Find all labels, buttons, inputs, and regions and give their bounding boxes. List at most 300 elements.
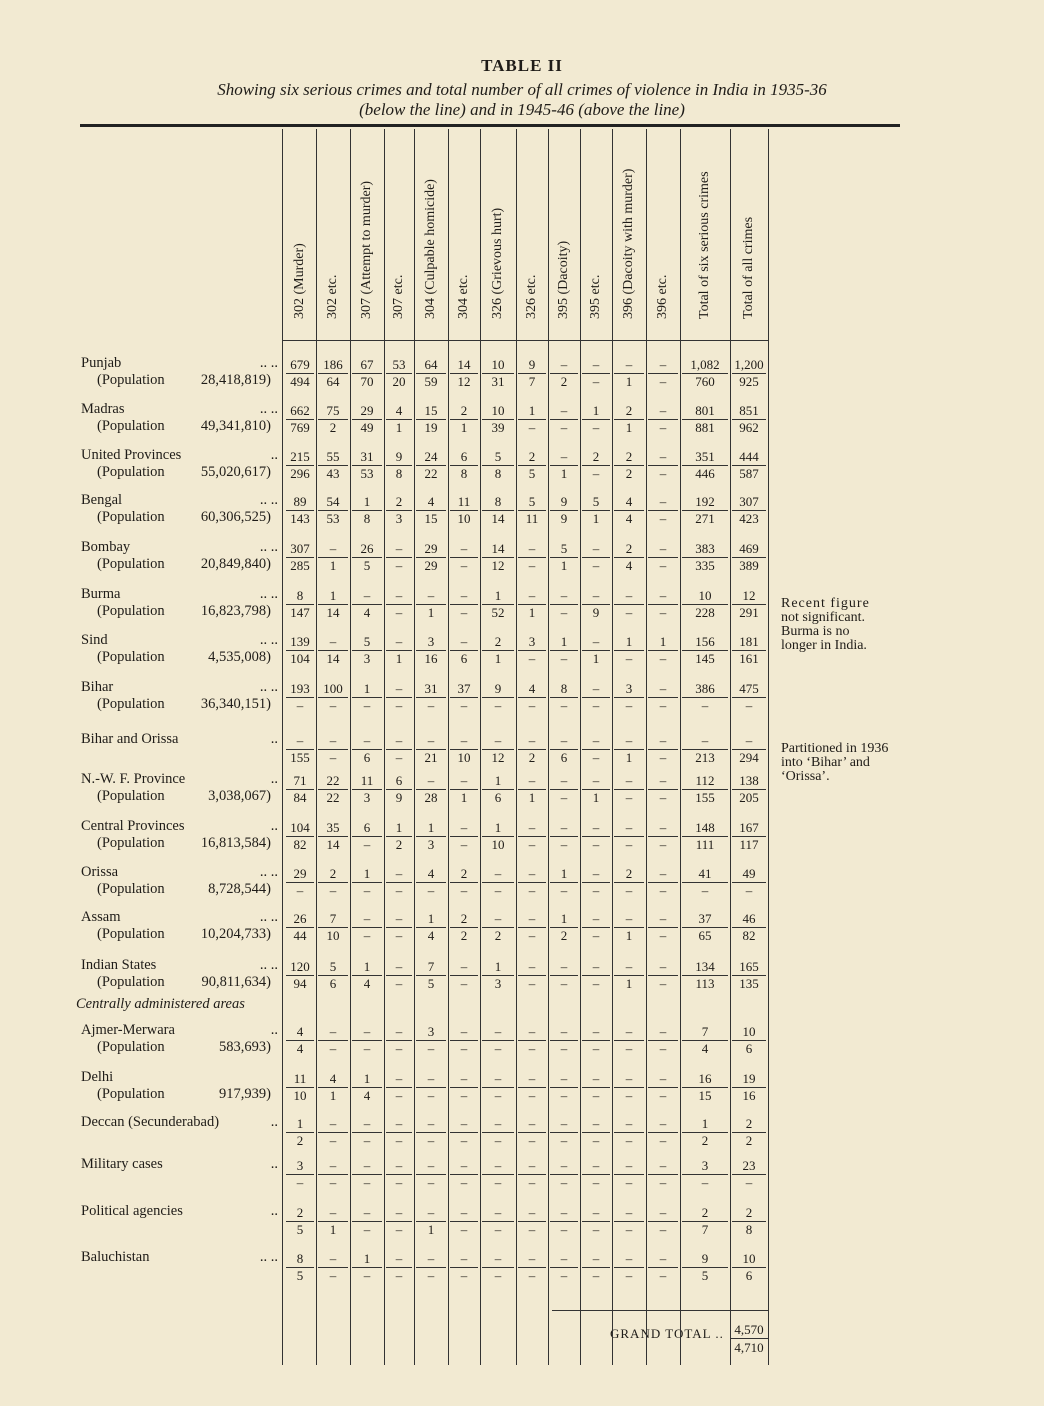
cell-1945-46: –	[518, 866, 546, 883]
cell-1935-36: 1	[460, 420, 468, 435]
cell-1935-36: 494	[290, 374, 310, 389]
cell-1945-46: 679	[286, 357, 314, 374]
cell-1935-36: 20	[392, 374, 406, 389]
cell-1945-46: –	[386, 911, 412, 928]
cell-1945-46: –	[482, 1116, 514, 1133]
cell-1935-36: –	[659, 790, 667, 805]
cell-1945-46: 9	[482, 681, 514, 698]
cell-1945-46: –	[416, 1071, 446, 1088]
cell-1935-36: 2	[296, 1133, 304, 1148]
column-header-label: 302 etc.	[325, 274, 340, 319]
cell-1935-36: 2	[560, 374, 568, 389]
cell-1945-46: 8	[550, 681, 578, 698]
cell-1945-46: 1,200	[732, 357, 766, 374]
cell-1935-36: 15	[424, 511, 438, 526]
cell-1935-36: 5	[701, 1268, 709, 1283]
cell-1945-46: –	[482, 866, 514, 883]
cell-1935-36: –	[592, 1268, 600, 1283]
cell-1935-36: –	[494, 1175, 502, 1190]
cell-1935-36: 2	[528, 750, 536, 765]
row-name: N.-W. F. Province	[81, 771, 186, 787]
cell-1935-36: –	[528, 928, 536, 943]
cell-1935-36: 82	[293, 837, 307, 852]
note-bihar-orissa	[781, 742, 888, 784]
cell-1945-46: 5	[352, 634, 382, 651]
cell-1935-36: 925	[739, 374, 759, 389]
cell-1935-36: 104	[290, 651, 310, 666]
row-population-value: 8,728,544)	[208, 881, 271, 897]
note-burma-line3: Burma is no	[781, 624, 850, 639]
cell-1935-36: 6	[460, 651, 468, 666]
cell-1945-46: 1	[482, 820, 514, 837]
cell-1935-36: 14	[326, 837, 340, 852]
cell-1935-36: –	[659, 374, 667, 389]
column-header	[284, 135, 316, 335]
row-leader-dots: ..	[270, 1022, 278, 1038]
row-name: Bihar	[81, 679, 114, 695]
cell-1935-36: 2	[494, 928, 502, 943]
cell-1945-46: –	[648, 449, 678, 466]
cell-1935-36: –	[659, 511, 667, 526]
grand-total-rule	[552, 1310, 768, 1311]
cell-1945-46: –	[550, 1205, 578, 1222]
cell-1935-36: 52	[491, 605, 505, 620]
column-line	[548, 129, 549, 1365]
cell-1935-36: –	[528, 651, 536, 666]
cell-1945-46: 138	[732, 773, 766, 790]
cell-1935-36: –	[296, 698, 304, 713]
row-population-label: (Population	[97, 835, 165, 851]
cell-1945-46: 8	[286, 1251, 314, 1268]
cell-1935-36: 389	[739, 558, 759, 573]
row-leader-dots: .. ..	[259, 355, 278, 371]
row-population-value: 28,418,819)	[200, 372, 271, 388]
column-line	[384, 129, 385, 1365]
cell-1945-46: –	[648, 866, 678, 883]
cell-1935-36: –	[395, 1175, 403, 1190]
cell-1935-36: –	[329, 1268, 337, 1283]
cell-1935-36: –	[460, 976, 468, 991]
cell-1945-46: 165	[732, 959, 766, 976]
cell-1945-46: 444	[732, 449, 766, 466]
cell-1935-36: 5	[427, 976, 435, 991]
grand-total-label: GRAND TOTAL ..	[610, 1326, 724, 1341]
cell-1935-36: 5	[296, 1222, 304, 1237]
cell-1945-46: –	[648, 773, 678, 790]
cell-1945-46: –	[550, 733, 578, 750]
cell-1945-46: 11	[352, 773, 382, 790]
cell-1935-36: –	[460, 837, 468, 852]
cell-1935-36: 9	[395, 790, 403, 805]
cell-1935-36: 12	[457, 374, 471, 389]
cell-1945-46: 386	[682, 681, 728, 698]
cell-1945-46: –	[648, 820, 678, 837]
cell-1945-46: –	[614, 588, 644, 605]
cell-1935-36: 135	[739, 976, 759, 991]
cell-1945-46: –	[352, 1205, 382, 1222]
cell-1945-46: 6	[386, 773, 412, 790]
cell-1945-46: –	[450, 1251, 478, 1268]
cell-1945-46: –	[582, 1024, 610, 1041]
row-leader-dots: .. ..	[259, 957, 278, 973]
cell-1945-46: –	[386, 588, 412, 605]
row-name: Bengal	[81, 492, 123, 508]
cell-1935-36: 1	[528, 790, 536, 805]
cell-1945-46: 8	[286, 588, 314, 605]
cell-1935-36: –	[395, 1088, 403, 1103]
cell-1945-46: –	[352, 733, 382, 750]
cell-1945-46: 2	[450, 403, 478, 420]
cell-1935-36: –	[460, 558, 468, 573]
cell-1935-36: –	[494, 883, 502, 898]
cell-1935-36: 4	[363, 1088, 371, 1103]
cell-1945-46: 120	[286, 959, 314, 976]
cell-1935-36: 64	[326, 374, 340, 389]
cell-1945-46: 37	[682, 911, 728, 928]
row-leader-dots: ..	[270, 1114, 278, 1130]
cell-1935-36: –	[560, 790, 568, 805]
cell-1935-36: –	[625, 1222, 633, 1237]
cell-1945-46: 139	[286, 634, 314, 651]
cell-1945-46: 351	[682, 449, 728, 466]
cell-1935-36: –	[494, 698, 502, 713]
cell-1945-46: –	[450, 1024, 478, 1041]
cell-1935-36: 29	[424, 558, 438, 573]
cell-1945-46: 1	[352, 866, 382, 883]
cell-1935-36: 294	[739, 750, 759, 765]
cell-1935-36: –	[460, 1175, 468, 1190]
column-header	[612, 135, 646, 335]
cell-1945-46: 1	[682, 1116, 728, 1133]
cell-1945-46: –	[318, 1024, 348, 1041]
row-leader-dots: ..	[270, 818, 278, 834]
cell-1935-36: –	[528, 1175, 536, 1190]
cell-1945-46: 4	[518, 681, 546, 698]
row-name: Baluchistan	[81, 1249, 150, 1265]
column-header	[316, 135, 350, 335]
cell-1935-36: 11	[525, 511, 539, 526]
cell-1935-36: 10	[457, 511, 471, 526]
cell-1945-46: –	[482, 1158, 514, 1175]
cell-1935-36: 4	[701, 1041, 709, 1056]
cell-1935-36: 59	[424, 374, 438, 389]
cell-1935-36: –	[625, 790, 633, 805]
cell-1935-36: 6	[745, 1041, 753, 1056]
row-population-value: 16,823,798)	[200, 603, 271, 619]
cell-1935-36: 962	[739, 420, 759, 435]
column-header	[350, 135, 384, 335]
cell-1945-46: 4	[614, 494, 644, 511]
cell-1945-46: –	[450, 1071, 478, 1088]
cell-1935-36: –	[659, 976, 667, 991]
column-line	[316, 129, 317, 1365]
cell-1935-36: –	[659, 1041, 667, 1056]
cell-1935-36: –	[363, 1268, 371, 1283]
cell-1935-36: 6	[363, 750, 371, 765]
cell-1945-46: 22	[318, 773, 348, 790]
grand-total-1936: 4,710	[734, 1340, 764, 1355]
cell-1935-36: –	[363, 1175, 371, 1190]
cell-1945-46: 1	[318, 588, 348, 605]
cell-1945-46: 29	[352, 403, 382, 420]
cell-1935-36: 5	[528, 466, 536, 481]
cell-1935-36: 1	[460, 790, 468, 805]
cell-1935-36: –	[296, 1175, 304, 1190]
cell-1945-46: –	[450, 959, 478, 976]
cell-1945-46: 192	[682, 494, 728, 511]
cell-1945-46: –	[614, 1251, 644, 1268]
note-bihar-orissa-line2: into ‘Bihar’ and	[781, 755, 870, 770]
cell-1945-46: –	[518, 588, 546, 605]
cell-1935-36: 84	[293, 790, 307, 805]
table-subtitle-line2: (below the line) and in 1945-46 (above the line)	[359, 100, 685, 119]
cell-1935-36: –	[659, 750, 667, 765]
column-header	[414, 135, 448, 335]
column-line	[414, 129, 415, 1365]
cell-1935-36: –	[745, 1175, 753, 1190]
column-header	[384, 135, 414, 335]
cell-1935-36: 9	[560, 511, 568, 526]
cell-1945-46: 7	[416, 959, 446, 976]
cell-1945-46: 148	[682, 820, 728, 837]
cell-1945-46: 2	[318, 866, 348, 883]
cell-1945-46: –	[614, 1024, 644, 1041]
cell-1935-36: –	[659, 420, 667, 435]
cell-1935-36: –	[528, 1222, 536, 1237]
cell-1945-46: 37	[450, 681, 478, 698]
cell-1945-46: –	[648, 1205, 678, 1222]
column-header-label: 326 (Grievous hurt)	[490, 207, 505, 319]
cell-1935-36: –	[296, 883, 304, 898]
cell-1945-46: –	[482, 1071, 514, 1088]
cell-1935-36: 213	[695, 750, 715, 765]
row-name: Bihar and Orissa	[81, 731, 179, 747]
cell-1935-36: –	[395, 750, 403, 765]
column-header-label: 307 etc.	[391, 274, 406, 319]
cell-1945-46: 1	[352, 494, 382, 511]
cell-1935-36: –	[528, 698, 536, 713]
cell-1945-46: –	[386, 1205, 412, 1222]
cell-1945-46: 29	[416, 541, 446, 558]
column-header	[480, 135, 516, 335]
cell-1935-36: –	[592, 420, 600, 435]
column-line	[680, 129, 681, 1365]
column-header-label: 304 (Culpable homicide)	[423, 179, 438, 319]
cell-1945-46: 8	[482, 494, 514, 511]
cell-1935-36: 2	[745, 1133, 753, 1148]
top-rule	[80, 124, 900, 127]
row-population-label: (Population	[97, 1039, 165, 1055]
column-line	[580, 129, 581, 1365]
cell-1935-36: –	[528, 1041, 536, 1056]
column-line	[730, 129, 731, 1365]
cell-1935-36: 1	[329, 1222, 337, 1237]
cell-1935-36: 2	[329, 420, 337, 435]
cell-1935-36: 3	[363, 651, 371, 666]
cell-1935-36: –	[494, 1088, 502, 1103]
cell-1945-46: –	[582, 1116, 610, 1133]
cell-1935-36: –	[659, 1268, 667, 1283]
cell-1945-46: 1	[352, 681, 382, 698]
cell-1935-36: 21	[424, 750, 438, 765]
cell-1945-46: 4	[286, 1024, 314, 1041]
cell-1945-46: –	[386, 634, 412, 651]
cell-1935-36: –	[659, 698, 667, 713]
cell-1945-46: –	[614, 911, 644, 928]
cell-1935-36: –	[395, 928, 403, 943]
cell-1945-46: 1	[518, 403, 546, 420]
section-centrally-administered: Centrally administered areas	[76, 996, 245, 1012]
cell-1935-36: –	[659, 651, 667, 666]
row-population-label: (Population	[97, 464, 165, 480]
cell-1935-36: –	[592, 928, 600, 943]
cell-1935-36: 28	[424, 790, 438, 805]
row-name: Burma	[81, 586, 121, 602]
cell-1945-46: –	[386, 1116, 412, 1133]
cell-1945-46: –	[648, 1024, 678, 1041]
cell-1935-36: –	[625, 883, 633, 898]
cell-1945-46: 3	[416, 634, 446, 651]
cell-1935-36: 1	[395, 651, 403, 666]
cell-1945-46: 4	[416, 494, 446, 511]
column-header	[646, 135, 680, 335]
column-header-label: 307 (Attempt to murder)	[359, 180, 374, 319]
cell-1945-46: –	[648, 541, 678, 558]
cell-1935-36: 16	[424, 651, 438, 666]
cell-1935-36: 587	[739, 466, 759, 481]
cell-1935-36: 6	[560, 750, 568, 765]
row-population-value: 36,340,151)	[200, 696, 271, 712]
cell-1935-36: –	[329, 750, 337, 765]
cell-1935-36: –	[659, 466, 667, 481]
cell-1935-36: 10	[491, 837, 505, 852]
cell-1945-46: –	[550, 959, 578, 976]
cell-1945-46: –	[550, 1024, 578, 1041]
cell-1945-46: –	[482, 1205, 514, 1222]
cell-1935-36: –	[592, 1175, 600, 1190]
row-leader-dots: .. ..	[259, 586, 278, 602]
cell-1935-36: 8	[460, 466, 468, 481]
cell-1945-46: 5	[518, 494, 546, 511]
cell-1935-36: 1	[528, 605, 536, 620]
column-line	[480, 129, 481, 1365]
cell-1945-46: –	[614, 1205, 644, 1222]
cell-1935-36: –	[395, 1268, 403, 1283]
cell-1945-46: –	[648, 494, 678, 511]
cell-1945-46: 100	[318, 681, 348, 698]
row-name: United Provinces	[81, 447, 182, 463]
column-header-label: Total of all crimes	[741, 216, 756, 319]
cell-1945-46: –	[518, 773, 546, 790]
cell-1945-46: –	[518, 959, 546, 976]
cell-1935-36: –	[625, 1268, 633, 1283]
cell-1945-46: –	[518, 1116, 546, 1133]
cell-1945-46: –	[518, 820, 546, 837]
row-leader-dots: ..	[270, 1203, 278, 1219]
cell-1945-46: –	[648, 588, 678, 605]
cell-1945-46: –	[352, 1158, 382, 1175]
cell-1935-36: –	[560, 1088, 568, 1103]
cell-1935-36: 1	[560, 466, 568, 481]
cell-1945-46: –	[582, 820, 610, 837]
cell-1945-46: –	[450, 541, 478, 558]
cell-1945-46: 307	[732, 494, 766, 511]
cell-1945-46: 2	[614, 403, 644, 420]
cell-1935-36: –	[659, 928, 667, 943]
cell-1935-36: –	[659, 605, 667, 620]
cell-1935-36: –	[592, 558, 600, 573]
row-name: Delhi	[81, 1069, 114, 1085]
cell-1935-36: 2	[395, 837, 403, 852]
cell-1935-36: –	[592, 374, 600, 389]
cell-1945-46: 1	[614, 634, 644, 651]
row-name: Deccan (Secunderabad)	[81, 1114, 220, 1130]
column-line	[282, 129, 283, 1365]
cell-1935-36: 1	[560, 558, 568, 573]
row-population-label: (Population	[97, 649, 165, 665]
cell-1945-46: –	[482, 1251, 514, 1268]
cell-1945-46: 1	[550, 866, 578, 883]
cell-1945-46: 6	[352, 820, 382, 837]
cell-1935-36: 4	[363, 976, 371, 991]
cell-1935-36: –	[363, 1222, 371, 1237]
cell-1945-46: 801	[682, 403, 728, 420]
row-population-label: (Population	[97, 974, 165, 990]
cell-1945-46: 31	[352, 449, 382, 466]
cell-1935-36: 1	[592, 511, 600, 526]
cell-1945-46: 2	[732, 1205, 766, 1222]
cell-1945-46: 4	[318, 1071, 348, 1088]
cell-1945-46: –	[550, 403, 578, 420]
cell-1945-46: –	[614, 820, 644, 837]
cell-1945-46: 3	[416, 1024, 446, 1041]
cell-1945-46: –	[732, 733, 766, 750]
cell-1945-46: 10	[732, 1024, 766, 1041]
cell-1945-46: 181	[732, 634, 766, 651]
cell-1945-46: –	[416, 1116, 446, 1133]
cell-1935-36: –	[528, 1133, 536, 1148]
cell-1935-36: –	[395, 558, 403, 573]
cell-1945-46: –	[386, 866, 412, 883]
grand-total-1945: 4,570	[730, 1322, 768, 1339]
cell-1935-36: 22	[326, 790, 340, 805]
row-name: Orissa	[81, 864, 119, 880]
cell-1945-46: 475	[732, 681, 766, 698]
cell-1935-36: 3	[427, 837, 435, 852]
cell-1945-46: 10	[482, 357, 514, 374]
cell-1935-36: –	[560, 605, 568, 620]
cell-1935-36: –	[560, 1175, 568, 1190]
row-population-label: (Population	[97, 556, 165, 572]
cell-1945-46: –	[614, 357, 644, 374]
cell-1945-46: 24	[416, 449, 446, 466]
cell-1935-36: –	[659, 883, 667, 898]
cell-1935-36: –	[528, 1088, 536, 1103]
cell-1935-36: –	[427, 883, 435, 898]
cell-1935-36: 10	[457, 750, 471, 765]
cell-1935-36: –	[460, 1222, 468, 1237]
cell-1945-46: 2	[614, 449, 644, 466]
cell-1935-36: 4	[625, 511, 633, 526]
cell-1945-46: –	[518, 541, 546, 558]
row-leader-dots: .. ..	[259, 401, 278, 417]
cell-1935-36: 4	[427, 928, 435, 943]
cell-1945-46: 5	[482, 449, 514, 466]
cell-1945-46: 64	[416, 357, 446, 374]
row-name: Madras	[81, 401, 125, 417]
cell-1945-46: –	[582, 681, 610, 698]
cell-1945-46: –	[450, 733, 478, 750]
